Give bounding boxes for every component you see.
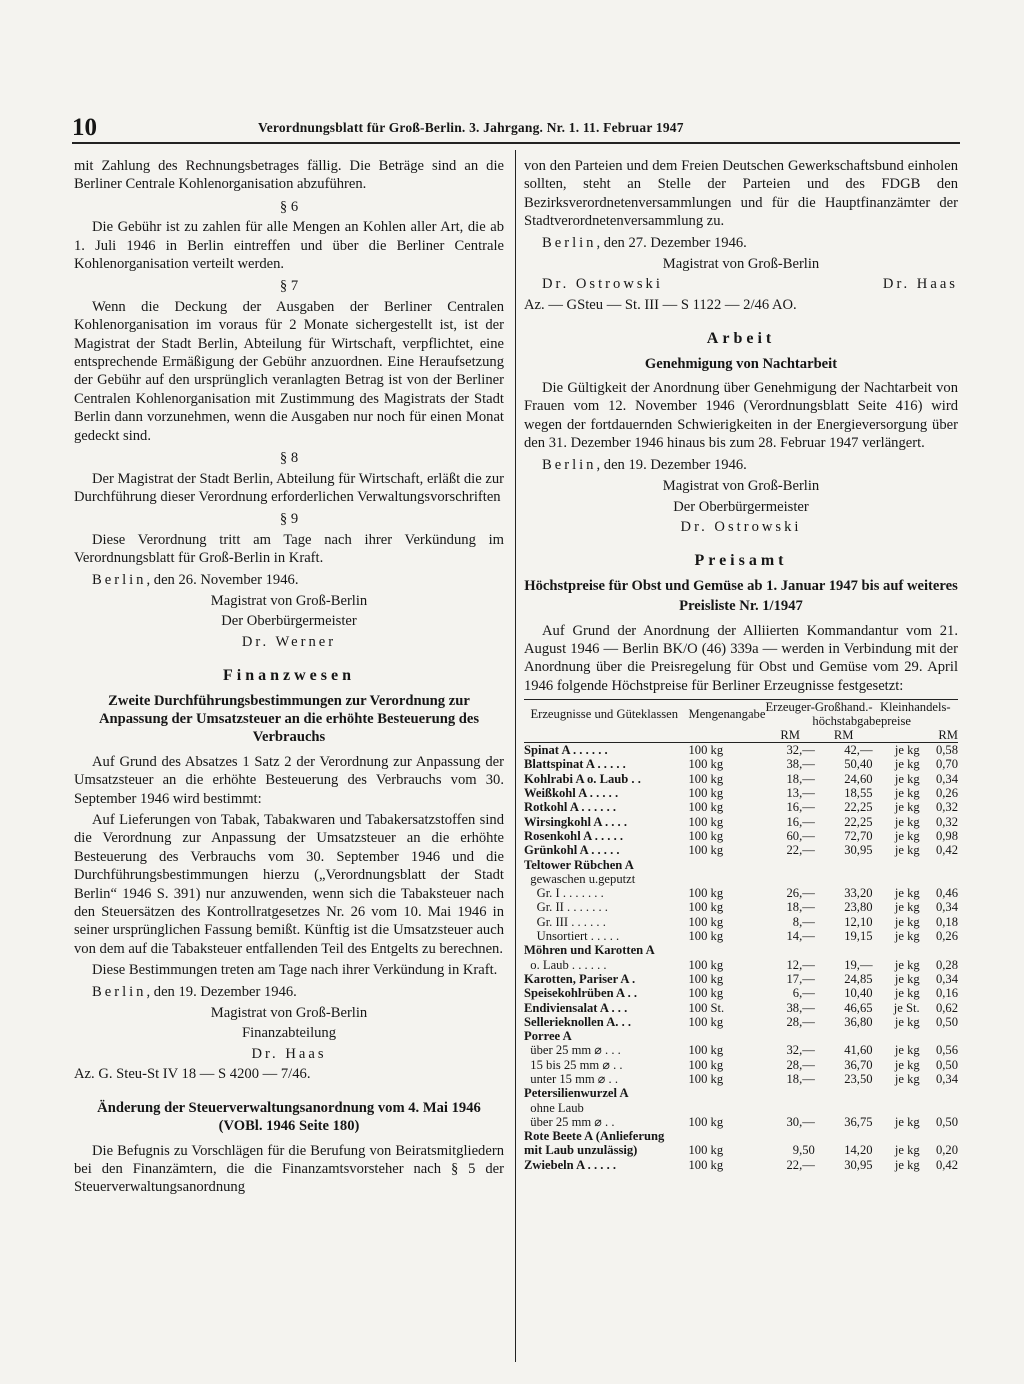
retail-unit-cell	[873, 1029, 920, 1043]
retail-unit-cell: je kg	[894, 757, 920, 772]
retail-unit-cell: je kg	[894, 1114, 920, 1129]
quantity-cell: 100 kg	[688, 1071, 724, 1086]
quantity-cell: 100 kg	[688, 1114, 724, 1129]
product-cell: Wirsingkohl A . . . .	[524, 814, 627, 829]
place: Berlin	[92, 983, 147, 1000]
table-row	[524, 986, 958, 1000]
product-cell: Spinat A . . . . . .	[524, 743, 608, 758]
table-row	[524, 958, 958, 972]
retail-price-cell	[920, 1101, 958, 1115]
wholesale-price-cell: 36,80	[844, 1014, 873, 1029]
table-row	[524, 972, 958, 986]
product-cell: Grünkohl A . . . . .	[524, 843, 620, 858]
table-row	[524, 1015, 958, 1029]
retail-unit-cell: je kg	[894, 828, 920, 843]
producer-price-cell: 17,—	[786, 971, 815, 986]
ordinance-title: Zweite Durchführungsbestimmungen zur Verordnung zur Anpassung der Umsatzsteuer an die erhöhte Besteuerung des Verbrauchs	[98, 692, 480, 746]
quantity-cell: 100 kg	[688, 971, 724, 986]
table-row	[524, 886, 958, 900]
wholesale-price-cell: 23,50	[844, 1071, 873, 1086]
retail-price-cell: 0,20	[935, 1143, 958, 1158]
retail-unit-cell: je kg	[894, 800, 920, 815]
ordinance-title: Änderung der Steuerverwaltungsanordnung vom 4. Mai 1946 (VOBl. 1946 Seite 180)	[97, 1099, 481, 1135]
date-line	[524, 234, 958, 252]
table-row	[524, 1043, 958, 1057]
product-cell: Möhren und Karotten A	[524, 943, 655, 958]
retail-price-cell: 0,34	[935, 900, 958, 915]
quantity-cell: 100 kg	[688, 786, 724, 801]
col-header-quantity: Mengenangabe	[685, 700, 766, 729]
quantity-cell: 100 St.	[688, 1000, 725, 1015]
retail-price-cell: 0,32	[935, 814, 958, 829]
quantity-cell	[685, 1101, 766, 1115]
product-cell: Porree A	[524, 1029, 572, 1044]
retail-unit-cell	[873, 943, 920, 957]
wholesale-price-cell: 33,20	[844, 886, 873, 901]
quantity-cell: 100 kg	[688, 828, 724, 843]
price-table	[524, 699, 958, 1172]
table-row	[524, 815, 958, 829]
retail-unit-cell: je kg	[894, 1071, 920, 1086]
quantity-cell: 100 kg	[688, 757, 724, 772]
retail-unit-cell: je kg	[894, 814, 920, 829]
wholesale-price-cell: 19,—	[844, 957, 873, 972]
currency-label: RM	[765, 728, 814, 743]
quantity-cell: 100 kg	[688, 929, 724, 944]
retail-price-cell: 0,70	[935, 757, 958, 772]
currency-label: RM	[815, 728, 873, 743]
wholesale-price-cell: 12,10	[844, 914, 873, 929]
table-row	[524, 1129, 958, 1158]
producer-price-cell: 28,—	[786, 1057, 815, 1072]
retail-price-cell: 0,56	[935, 1043, 958, 1058]
quantity-cell	[685, 872, 766, 886]
price-table-body	[524, 743, 958, 1172]
date: , den 26. November 1946.	[146, 571, 299, 588]
wholesale-price-cell: 23,80	[844, 900, 873, 915]
table-row	[524, 1001, 958, 1015]
retail-price-cell: 0,50	[935, 1014, 958, 1029]
product-cell: Teltower Rübchen A	[524, 857, 634, 872]
table-row	[524, 1115, 958, 1129]
wholesale-price-cell: 42,—	[844, 743, 873, 758]
table-row	[524, 900, 958, 914]
signature-name: Dr. Werner	[241, 633, 337, 650]
table-row	[524, 858, 958, 872]
retail-price-cell: 0,50	[935, 1057, 958, 1072]
retail-price-cell: 0,98	[935, 828, 958, 843]
wholesale-price-cell: 46,65	[844, 1000, 873, 1015]
producer-price-cell	[765, 872, 814, 886]
table-row	[524, 743, 958, 758]
retail-unit-cell: je kg	[894, 986, 920, 1001]
quantity-cell: 100 kg	[688, 800, 724, 815]
retail-unit-cell: je kg	[894, 1143, 920, 1158]
product-cell: Blattspinat A . . . . .	[524, 757, 626, 772]
reference-number: Az. G. Steu-St IV 18 — S 4200 — 7/46.	[74, 1066, 311, 1083]
retail-price-cell	[920, 1086, 958, 1100]
header-rule	[72, 142, 960, 144]
paragraph: Die Gültigkeit der Anordnung über Genehmigung der Nachtarbeit von Frauen vom 12. November 1946 (Verordnungsblatt Seite 416) wird wegen der fortdauernden Schwierigkeiten in der Energieversorgung über den 31. Dezember 1946 hinaus bis zum 28. Februar 1947 verlängert.	[524, 380, 958, 452]
paragraph: Der Magistrat der Stadt Berlin, Abteilung für Wirtschaft, erläßt die zur Durchführung dieser Verordnung erforderlichen Verwaltungsvorschriften	[74, 470, 504, 505]
retail-unit-cell: je kg	[894, 743, 920, 758]
left-column	[74, 157, 504, 1200]
table-row	[524, 915, 958, 929]
place: Berlin	[542, 234, 597, 251]
product-cell: Gr. I . . . . . . .	[524, 886, 604, 901]
retail-price-cell: 0,50	[935, 1114, 958, 1129]
signature-line: Finanzabteilung	[241, 1025, 337, 1042]
quantity-cell: 100 kg	[688, 843, 724, 858]
section-mark: § 7	[279, 278, 299, 295]
paragraph: Auf Grund der Anordnung der Alliierten Kommandantur vom 21. August 1946 — Berlin BK/O (46) 339a — werden in Verbindung mit der Anordnung über die Preisregelung für Obst und Gemüse vom 29. April 1946 folgende Höchstpreise für Berliner Erzeugnisse festgesetzt:	[524, 622, 958, 694]
wholesale-price-cell: 30,95	[844, 843, 873, 858]
product-cell: o. Laub . . . . . .	[524, 957, 607, 972]
retail-price-cell: 0,46	[935, 886, 958, 901]
retail-unit-cell: je kg	[894, 1043, 920, 1058]
producer-price-cell: 18,—	[786, 900, 815, 915]
reference-number: Az. — GSteu — St. III — S 1122 — 2/46 AO.	[524, 296, 797, 313]
producer-price-cell: 26,—	[786, 886, 815, 901]
quantity-cell	[685, 858, 766, 872]
retail-price-cell: 0,18	[935, 914, 958, 929]
retail-unit-cell: je kg	[894, 843, 920, 858]
product-cell: Kohlrabi A o. Laub . .	[524, 771, 641, 786]
col-header-products: Erzeugnisse und Güteklassen	[524, 700, 685, 729]
producer-price-cell: 38,—	[786, 757, 815, 772]
producer-price-cell: 60,—	[786, 828, 815, 843]
product-cell: Gr. II . . . . . . .	[524, 900, 608, 915]
product-cell: unter 15 mm ⌀ . .	[524, 1071, 618, 1086]
wholesale-price-cell: 22,25	[844, 800, 873, 815]
retail-unit-cell: je kg	[894, 900, 920, 915]
product-cell: Speisekohlrüben A . .	[524, 986, 638, 1001]
product-cell: Sellerieknollen A. . .	[524, 1014, 632, 1029]
signature-line: Magistrat von Groß-Berlin	[210, 592, 368, 609]
quantity-cell	[685, 1029, 766, 1043]
signature-name: Dr. Ostrowski	[680, 518, 802, 535]
paragraph: Auf Grund des Absatzes 1 Satz 2 der Verordnung zur Anpassung der Umsatzsteuer an die erhöhte Besteuerung des Verbrauchs vom 30. September 1946 wird bestimmt:	[74, 753, 504, 807]
wholesale-price-cell	[815, 858, 873, 872]
ordinance-title: Genehmigung von Nachtarbeit	[644, 355, 838, 372]
quantity-cell: 100 kg	[688, 900, 724, 915]
retail-price-cell: 0,26	[935, 929, 958, 944]
paragraph: Diese Bestimmungen treten am Tage nach ihrer Verkündung in Kraft.	[92, 962, 498, 979]
wholesale-price-cell: 22,25	[844, 814, 873, 829]
retail-unit-cell: je kg	[894, 886, 920, 901]
product-cell: Rotkohl A . . . . . .	[524, 800, 617, 815]
paragraph: von den Parteien und dem Freien Deutschen Gewerkschaftsbund einholen sollten, steht an Stelle der Parteien und des FDGB den Bezirksverordnetenversammlungen und für die Hauptfinanzämter der Stadtverordnetenversammlung zu.	[524, 158, 958, 230]
retail-price-cell	[920, 872, 958, 886]
product-cell: Weißkohl A . . . . .	[524, 786, 619, 801]
table-row	[524, 757, 958, 771]
retail-price-cell	[920, 1029, 958, 1043]
wholesale-price-cell: 72,70	[844, 828, 873, 843]
wholesale-price-cell	[815, 1029, 873, 1043]
section-mark: § 6	[279, 198, 299, 215]
retail-unit-cell: je kg	[894, 1157, 920, 1172]
signature-line: Magistrat von Groß-Berlin	[210, 1005, 368, 1022]
date-line	[74, 571, 504, 589]
producer-price-cell: 28,—	[786, 1014, 815, 1029]
retail-unit-cell: je kg	[894, 1014, 920, 1029]
paragraph: Die Gebühr ist zu zahlen für alle Mengen an Kohlen aller Art, die ab 1. Juli 1946 in Berlin eintreffen und über die Berliner Centrale Kohlenorganisation verteilt werden.	[74, 219, 504, 273]
table-row	[524, 872, 958, 886]
retail-price-cell: 0,42	[935, 843, 958, 858]
product-cell: Rosenkohl A . . . . .	[524, 828, 624, 843]
right-column	[524, 157, 958, 1172]
product-cell: über 25 mm ⌀ . . .	[524, 1043, 621, 1058]
producer-price-cell: 8,—	[792, 914, 815, 929]
producer-price-cell	[765, 1101, 814, 1115]
producer-price-cell: 22,—	[786, 1157, 815, 1172]
quantity-cell: 100 kg	[688, 743, 724, 758]
table-row	[524, 1072, 958, 1086]
price-list-number: Preisliste Nr. 1/1947	[679, 598, 803, 615]
table-row	[524, 843, 958, 857]
wholesale-price-cell: 24,60	[844, 771, 873, 786]
retail-unit-cell: je kg	[894, 929, 920, 944]
date: , den 27. Dezember 1946.	[596, 234, 747, 251]
signature-row	[524, 275, 958, 293]
signature-line: Magistrat von Groß-Berlin	[662, 256, 820, 273]
producer-price-cell: 18,—	[786, 1071, 815, 1086]
table-row	[524, 943, 958, 957]
product-cell: gewaschen u.geputzt	[524, 871, 636, 886]
wholesale-price-cell: 14,20	[844, 1143, 873, 1158]
retail-unit-cell: je kg	[894, 786, 920, 801]
section-heading: Finanzwesen	[223, 667, 355, 685]
section-mark: § 8	[279, 450, 299, 467]
quantity-cell: 100 kg	[688, 957, 724, 972]
col-header-wholesale: Großhand.-	[814, 700, 873, 715]
wholesale-price-cell: 24,85	[844, 971, 873, 986]
table-row	[524, 1029, 958, 1043]
paragraph: Diese Verordnung tritt am Tage nach ihrer Verkündung im Verordnungsblatt für Groß-Berlin in Kraft.	[74, 531, 504, 567]
retail-unit-cell: je kg	[894, 771, 920, 786]
wholesale-price-cell	[815, 872, 873, 886]
section-mark: § 9	[279, 511, 299, 528]
retail-unit-cell: je kg	[894, 957, 920, 972]
wholesale-price-cell: 18,55	[844, 786, 873, 801]
table-row	[524, 929, 958, 943]
signature-line: Der Oberbürgermeister	[673, 498, 809, 515]
producer-price-cell: 32,—	[786, 743, 815, 758]
quantity-cell: 100 kg	[688, 914, 724, 929]
product-cell: Endiviensalat A . . .	[524, 1000, 628, 1015]
ordinance-title: Höchstpreise für Obst und Gemüse ab 1. Januar 1947 bis auf weiteres	[524, 577, 958, 594]
wholesale-price-cell: 10,40	[844, 986, 873, 1001]
producer-price-cell: 38,—	[786, 1000, 815, 1015]
producer-price-cell	[765, 1029, 814, 1043]
table-row	[524, 1058, 958, 1072]
wholesale-price-cell	[815, 943, 873, 957]
wholesale-price-cell: 50,40	[844, 757, 873, 772]
retail-unit-cell: je St.	[893, 1000, 920, 1015]
retail-unit-cell	[873, 858, 920, 872]
producer-price-cell: 6,—	[792, 986, 815, 1001]
quantity-cell: 100 kg	[688, 1143, 724, 1158]
quantity-cell: 100 kg	[688, 1014, 724, 1029]
retail-price-cell: 0,58	[935, 743, 958, 758]
table-row	[524, 1158, 958, 1172]
producer-price-cell: 14,—	[786, 929, 815, 944]
place: Berlin	[92, 571, 147, 588]
producer-price-cell: 16,—	[786, 814, 815, 829]
producer-price-cell: 16,—	[786, 800, 815, 815]
retail-unit-cell	[873, 1086, 920, 1100]
product-cell: Zwiebeln A . . . . .	[524, 1157, 617, 1172]
retail-unit-cell	[873, 1101, 920, 1115]
product-cell: Petersilienwurzel A	[524, 1086, 629, 1101]
running-title: Verordnungsblatt für Groß-Berlin. 3. Jahrgang. Nr. 1. 11. Februar 1947	[258, 120, 684, 135]
quantity-cell: 100 kg	[688, 886, 724, 901]
currency-label: RM	[920, 728, 958, 743]
section-heading: Preisamt	[694, 552, 788, 570]
wholesale-price-cell	[815, 1101, 873, 1115]
date: , den 19. Dezember 1946.	[596, 456, 747, 473]
wholesale-price-cell	[815, 1086, 873, 1100]
retail-unit-cell: je kg	[894, 914, 920, 929]
signature-line: Der Oberbürgermeister	[221, 613, 357, 630]
wholesale-price-cell: 41,60	[844, 1043, 873, 1058]
table-row	[524, 1086, 958, 1100]
wholesale-price-cell: 36,70	[844, 1057, 873, 1072]
signature-name: Dr. Haas	[251, 1045, 327, 1062]
producer-price-cell: 30,—	[786, 1114, 815, 1129]
wholesale-price-cell: 36,75	[844, 1114, 873, 1129]
producer-price-cell: 32,—	[786, 1043, 815, 1058]
date-line	[74, 983, 504, 1001]
col-header-producer: Erzeuger-	[765, 700, 815, 715]
retail-price-cell: 0,34	[935, 771, 958, 786]
quantity-cell: 100 kg	[688, 771, 724, 786]
signature-name: Dr. Haas	[882, 276, 958, 293]
producer-price-cell: 9,50	[792, 1143, 815, 1158]
producer-price-cell: 12,—	[786, 957, 815, 972]
product-cell: über 25 mm ⌀ . .	[524, 1114, 615, 1129]
table-row	[524, 786, 958, 800]
quantity-cell	[685, 943, 766, 957]
paragraph: Die Befugnis zu Vorschlägen für die Berufung von Beiratsmitgliedern bei den Finanzämtern, die die Finanzamtsvorsteher nach § 5 der Steuerverwaltungsanordnung	[74, 1142, 504, 1196]
wholesale-price-cell: 19,15	[844, 929, 873, 944]
retail-price-cell: 0,42	[935, 1157, 958, 1172]
product-cell: ohne Laub	[524, 1100, 584, 1115]
place: Berlin	[542, 456, 597, 473]
product-cell: Rote Beete A (Anlieferung mit Laub unzulässig)	[524, 1129, 665, 1158]
wholesale-price-cell: 30,95	[844, 1157, 873, 1172]
quantity-cell	[685, 1086, 766, 1100]
retail-price-cell: 0,28	[935, 957, 958, 972]
col-header-span: höchstabgabepreise	[812, 714, 912, 729]
column-divider	[515, 150, 516, 1362]
retail-price-cell: 0,34	[935, 971, 958, 986]
signature-name: Dr. Ostrowski	[542, 276, 663, 293]
retail-price-cell: 0,62	[935, 1000, 958, 1015]
producer-price-cell	[765, 943, 814, 957]
retail-price-cell	[920, 858, 958, 872]
date: , den 19. Dezember 1946.	[146, 983, 297, 1000]
col-header-retail: Kleinhandels-	[873, 700, 958, 715]
quantity-cell: 100 kg	[688, 1057, 724, 1072]
table-row	[524, 772, 958, 786]
paragraph: Auf Lieferungen von Tabak, Tabakwaren und Tabakersatzstoffen sind die Verordnung zur Anpassung der Umsatzsteuer an die erhöhte Besteuerung des Verbrauchs vom 30. September 1946 und die Durchführungsbestimmungen hierzu („Verordnungsblatt der Stadt Berlin“ 1946 S. 391) nur anzuwenden, wenn sich die Tabaksteuer nach den Steuersätzen des Kontrollratgesetzes Nr. 26 vom 10. Mai 1946 in seiner ursprünglichen Fassung bemißt. Künftig ist die Umsatzsteuer auch von dem auf die Tabaksteuer entfallenden Teil des Entgelts zu berechnen.	[74, 812, 504, 957]
quantity-cell: 100 kg	[688, 986, 724, 1001]
quantity-cell: 100 kg	[688, 1043, 724, 1058]
table-row	[524, 800, 958, 814]
table-row	[524, 829, 958, 843]
paragraph: mit Zahlung des Rechnungsbetrages fällig. Die Beträge sind an die Berliner Centrale Kohlenorganisation abzuführen.	[74, 158, 504, 193]
retail-unit-cell: je kg	[894, 971, 920, 986]
producer-price-cell	[765, 858, 814, 872]
retail-price-cell: 0,26	[935, 786, 958, 801]
producer-price-cell: 18,—	[786, 771, 815, 786]
table-row	[524, 1101, 958, 1115]
retail-price-cell: 0,16	[935, 986, 958, 1001]
retail-price-cell: 0,34	[935, 1071, 958, 1086]
date-line	[524, 456, 958, 474]
paragraph: Wenn die Deckung der Ausgaben der Berliner Centralen Kohlenorganisation im voraus für 2 Monate sichergestellt ist, ist der Magistrat der Stadt Berlin, Abteilung für Wirtschaft, verpflichtet, eine entsprechende Ermäßigung der Gebühr anzuordnen. Eine Heraufsetzung der Gebühr auf den ursprünglich veranlagten Betrag ist von der Berliner Centralen Kohlenorganisation mit Zustimmung des Magistrats der Stadt Berlin dann vorzunehmen, wenn die Ausgaben nur noch für einen Monat gedeckt sind.	[74, 298, 504, 444]
producer-price-cell: 13,—	[786, 786, 815, 801]
retail-unit-cell: je kg	[894, 1057, 920, 1072]
product-cell: Karotten, Pariser A .	[524, 971, 636, 986]
product-cell: Gr. III . . . . . .	[524, 914, 606, 929]
section-heading: Arbeit	[706, 330, 776, 348]
producer-price-cell	[765, 1086, 814, 1100]
producer-price-cell: 22,—	[786, 843, 815, 858]
retail-price-cell	[920, 943, 958, 957]
product-cell: 15 bis 25 mm ⌀ . .	[524, 1057, 623, 1072]
page-number: 10	[72, 114, 97, 141]
signature-line: Magistrat von Groß-Berlin	[662, 478, 820, 495]
retail-unit-cell	[873, 872, 920, 886]
product-cell: Unsortiert . . . . .	[524, 929, 620, 944]
page-header	[0, 0, 1024, 150]
quantity-cell: 100 kg	[688, 1157, 724, 1172]
quantity-cell: 100 kg	[688, 814, 724, 829]
retail-price-cell: 0,32	[935, 800, 958, 815]
